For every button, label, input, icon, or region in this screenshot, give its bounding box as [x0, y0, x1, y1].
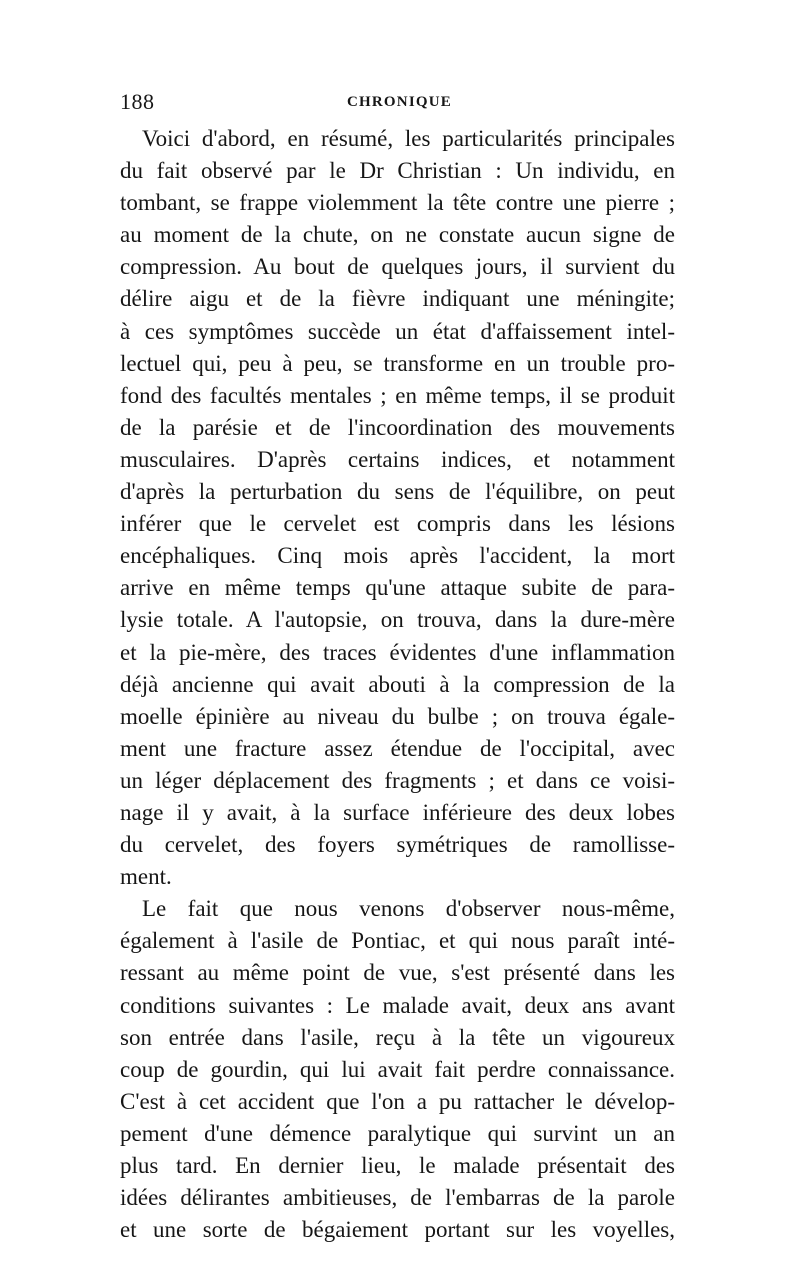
text-line: lysie totale. A l'autopsie, on trouva, dans la dure-mère	[120, 607, 675, 633]
text-line: et une sorte de bégaiement portant sur les voyelles,	[120, 1217, 675, 1243]
text-line: ment une fracture assez étendue de l'occipital, avec	[120, 735, 675, 761]
text-line: conditions suivantes : Le malade avait, deux ans avant	[120, 992, 675, 1018]
paragraph-1	[120, 123, 675, 893]
text-line: C'est à cet accident que l'on a pu rattacher le dévelop-	[120, 1088, 675, 1114]
text-line: moelle épinière au niveau du bulbe ; on trouva égale-	[120, 703, 675, 729]
text-line: un léger déplacement des fragments ; et dans ce voisi-	[120, 767, 675, 793]
text-line: lectuel qui, peu à peu, se transforme en un trouble pro-	[120, 350, 675, 376]
text-line: au moment de la chute, on ne constate aucun signe de	[120, 222, 675, 248]
text-line: délire aigu et de la fièvre indiquant une méningite;	[120, 286, 675, 312]
text-line: du cervelet, des foyers symétriques de ramollisse-	[120, 832, 675, 858]
text-line: inférer que le cervelet est compris dans les lésions	[120, 511, 675, 537]
text-line: de la parésie et de l'incoordination des mouvements	[120, 414, 675, 440]
text-line: tombant, se frappe violemment la tête contre une pierre ;	[120, 190, 675, 216]
text-line: pement d'une démence paralytique qui survint un an	[120, 1120, 675, 1146]
text-line: encéphaliques. Cinq mois après l'accident, la mort	[120, 543, 675, 569]
text-line: ressant au même point de vue, s'est présenté dans les	[120, 960, 675, 986]
running-head	[120, 89, 680, 119]
running-title: CHRONIQUE	[347, 94, 452, 110]
text-line: ment.	[120, 864, 172, 890]
text-line: son entrée dans l'asile, reçu à la tête un vigoureux	[120, 1024, 675, 1050]
text-line: déjà ancienne qui avait abouti à la compression de la	[120, 671, 675, 697]
text-line: coup de gourdin, qui lui avait fait perdre connaissance.	[120, 1056, 675, 1082]
text-line: d'après la perturbation du sens de l'équilibre, on peut	[120, 479, 675, 505]
body-text	[120, 123, 675, 1246]
text-line: Voici d'abord, en résumé, les particularités principales	[142, 126, 675, 151]
text-line: musculaires. D'après certains indices, et notamment	[120, 446, 675, 472]
text-line: du fait observé par le Dr Christian : Un individu, en	[120, 158, 675, 184]
text-line: plus tard. En dernier lieu, le malade présentait des	[120, 1153, 675, 1178]
text-line: également à l'asile de Pontiac, et qui nous paraît inté-	[120, 928, 675, 954]
text-line: et la pie-mère, des traces évidentes d'une inflammation	[120, 639, 675, 665]
text-line: nage il y avait, à la surface inférieure des deux lobes	[120, 799, 675, 825]
text-line: à ces symptômes succède un état d'affaissement intel-	[120, 318, 675, 344]
text-line: compression. Au bout de quelques jours, il survient du	[120, 254, 675, 280]
page-number: 188	[120, 89, 155, 114]
text-line: fond des facultés mentales ; en même temps, il se produit	[120, 382, 675, 408]
text-line: idées délirantes ambitieuses, de l'embarras de la parole	[120, 1185, 675, 1211]
paragraph-2	[120, 893, 675, 1246]
text-line: arrive en même temps qu'une attaque subite de para-	[120, 575, 675, 601]
text-line: Le fait que nous venons d'observer nous-même,	[142, 896, 675, 922]
